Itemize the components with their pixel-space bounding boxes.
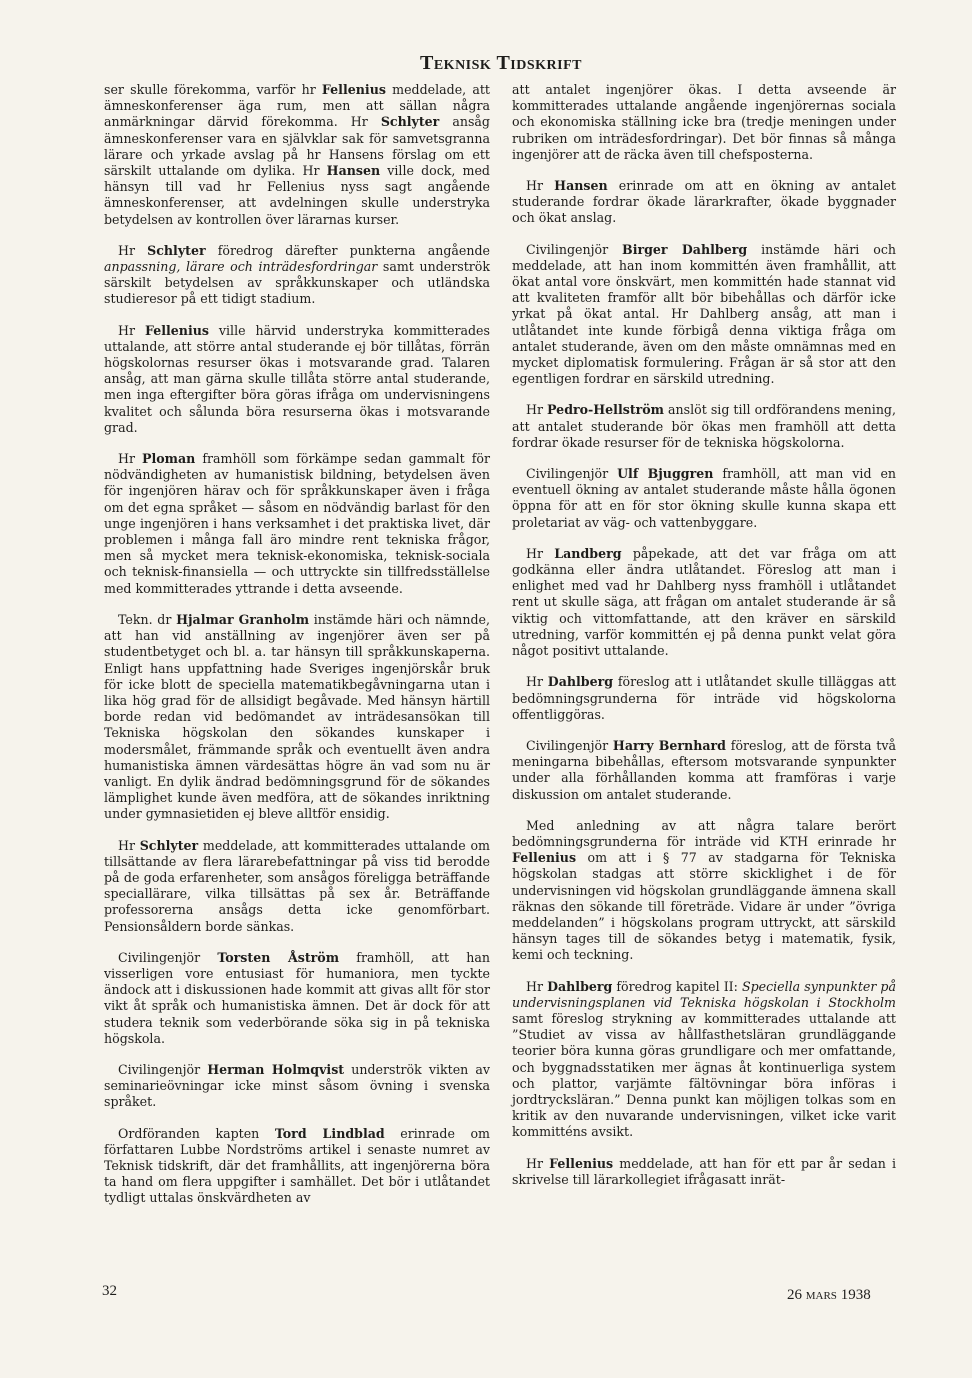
paragraph (512, 979, 896, 1141)
paragraph (104, 451, 490, 597)
text: Civilingenjör (526, 241, 623, 257)
text: meddelade, att han för ett par år sedan i skrivelse till lärarkollegiet ifrågasatt inrät- (512, 1155, 896, 1187)
text: föredrog kapitel II: (612, 978, 742, 994)
paragraph (512, 1156, 896, 1188)
speaker-name: Hansen (326, 163, 381, 179)
speaker-name: Dahlberg (547, 674, 614, 690)
date-year: 1938 (840, 1287, 871, 1303)
issue-date (787, 1287, 871, 1304)
speaker-name: Schlyter (147, 242, 206, 258)
text: meddelade, att ämneskonferenser äga rum, men att sällan några anmärkningar därvid förekomma. Hr (104, 82, 490, 130)
paragraph (512, 466, 896, 531)
text: ansåg ämneskonferenser vara en självklar sak för samvetsgranna lärare och yrkade avslag på hr Hansens förslag om ett särskilt uttalande om dylika. Hr (104, 114, 490, 179)
text: Hr (526, 978, 548, 994)
text: Hr (118, 322, 145, 338)
speaker-name: Landberg (554, 545, 622, 561)
page-number: 32 (102, 1283, 117, 1299)
paragraph (512, 818, 896, 964)
text: framhöll, att han visserligen vore entusiast för humaniora, men tyckte ändock att i diskussionen hade kommit att givas allt för stor vikt åt språk och humanistiska ämnen. Det är dock för att studera teknik som vederbörande söka sig in på tekniska högskola. (104, 949, 490, 1046)
text: Tekn. dr (118, 611, 177, 627)
speaker-name: Hjalmar Granholm (176, 611, 310, 627)
text: Hr (118, 837, 140, 853)
paragraph (104, 1062, 490, 1111)
text: anslöt sig till ordförandens mening, att antalet studerande bör ökas men framhöll att detta fordrar ökade resurser för de tekniska högskolorna. (512, 402, 896, 450)
text: samt föreslog strykning av kommitterades uttalande att ”Studiet av vissa av hållfasthetsläran grundläggande teorier böra kunna göras grundligare och mer omfattande, och byggnadsstatiken mer ägnas åt kontinuerliga system och plattor, varjämte fältövningar böra införas i jordtrycksläran.” Denna punkt kan möjligen tolkas som en kritik av den nuvarande undervisningen, vilket icke varit kommitténs avsikt. (512, 1010, 896, 1140)
text: föreslog att i utlåtandet skulle tilläggas att bedömningsgrunderna för inträde vid högskolorna offentliggöras. (512, 674, 896, 722)
speaker-name: Fellenius (321, 82, 386, 97)
text: om att i § 77 av stadgarna för Tekniska högskolan stadgas att större skicklighet i de för undervisningen vid högskolan grundläggande ämnena skall räknas den sökande till företräde. Vidare är under ”övriga meddelanden” i högskolans program uttryckt, att särskild hänsyn tages till de sökandes betyg i matematik, fysik, kemi och teckning. (512, 850, 896, 963)
text: Hr (118, 451, 143, 467)
date-month: mars (805, 1287, 837, 1303)
speaker-name: Ulf Bjuggren (617, 466, 714, 482)
speaker-name: Herman Holmqvist (207, 1061, 345, 1077)
text: erinrade om att en ökning av antalet studerande fordrar ökade lärarkrafter, ökade byggnader och ökat anslag. (512, 178, 896, 226)
text: Hr (118, 242, 148, 258)
text: Hr (526, 178, 555, 194)
speaker-name: Ploman (142, 451, 196, 467)
text: ser skulle förekomma, varför hr (104, 82, 322, 97)
text: Hr (526, 1155, 550, 1171)
text: instämde häri och meddelade, att han inom kommittén även framhållit, att ökat antal vore önskvärt, men kommittén hade stannat vid att kvaliteten framför allt bör bibehållas och därför icke yrkat på ökat antal. Hr Dahlberg ansåg, att man i utlåtandet inte kunde förbigå denna viktiga fråga om antalet studerande, även om den måste omnämnas med en mycket diplomatisk formulering. Frågan är så stor att den egentligen fordrar en särskild utredning. (512, 241, 897, 387)
speaker-name: Fellenius (144, 322, 209, 338)
speaker-name: Tord Lindblad (274, 1125, 385, 1141)
text: Hr (526, 674, 548, 690)
text: framhöll som förkämpe sedan gammalt för nödvändigheten av humanistisk bildning, betydelsen även för ingenjören härav och för språkkunskaper även i fråga om det egna språket — såsom en nödvändig barlast för den unge ingenjören i hans verksamhet i det praktiska livet, där problemen i många fall äro mindre rent tekniska frågor, men så mycket mera teknisk-ekonomiska, teknisk-sociala och teknisk-finansiella — och uttryckte sin tillfredsställelse med kommitterades yttrande i detta avseende. (104, 451, 490, 596)
text: samt underströk särskilt betydelsen av språkkunskaper och utländska studieresor på ett tidigt stadium. (104, 259, 490, 307)
paragraph (104, 323, 490, 436)
text: Hr (526, 402, 548, 418)
paragraph (512, 178, 896, 227)
left-column (104, 82, 490, 1222)
text: erinrade om författaren Lubbe Nordströms artikel i senaste numret av Teknisk tidskrift, där det framhållits, att ingenjörerna böra ta hand om flera uppgifter i samhället. Det bör i utlåtandet tydligt uttalas önskvärdheten av (104, 1125, 491, 1206)
text: ville härvid understryka kommitterades uttalande, att större antal studerande ej bör tillåtas, förrän högskolornas resurser ökas i motsvarande grad. Talaren ansåg, att man gärna skulle tillåta större antal studerande, men inga eftergifter böra göras ifråga om undervisningens kvalitet och sålunda böra resurserna ökas i motsvarande grad. (104, 322, 490, 435)
speaker-name: Hansen (554, 178, 608, 194)
text: Civilingenjör (118, 1061, 208, 1077)
text: Hr (526, 545, 555, 561)
speaker-name: Schlyter (380, 114, 440, 130)
text: Civilingenjör (526, 466, 618, 482)
text: meddelade, att kommitterades uttalande om tillsättande av flera lärarebefattningar på viss tid berodde på de goda erfarenheter, som ansågos föreligga beträffande speciallärare, vilka tillsättas på sex år. Beträffande professorerna ansågs detta icke genomförbart. Pensionsåldern borde sänkas. (104, 837, 490, 934)
text: Med anledning av att några talare berört bedömningsgrunderna för inträde vid KTH erinrade hr (512, 817, 896, 849)
text: framhöll, att man vid en eventuell ökning av antalet studerande måste hålla ögonen öppna för att en för stor ökning skulle kunna skapa ett proletariat av väg- och vattenbyggare. (512, 466, 897, 530)
text: instämde häri och nämnde, att han vid anställning av ingenjörer även ser på studentbetyget och bl. a. tar hänsyn till språkkunskaperna. Enligt hans uppfattning hade Sveriges ingenjörskår bruk för icke blott de speciella matematikbegåvningarna utan i lika hög grad för de allsidigt begåvade. Med hänsyn härtill borde redan vid bedömandet av inträdesansökan till Tekniska högskolan den sökandes kunskaper i modersmålet, främmande språk och eventuellt även andra humanistiska ämnen värdesättas högre än vad som nu är vanligt. En dylik ändrad bedömningsgrund för de sökandes lämplighet kunde även medföra, att de sökandes inriktning under gymnasietiden ej bleve alltför ensidig. (104, 611, 491, 822)
speaker-name: Pedro-Hellström (547, 402, 665, 418)
paragraph (512, 402, 896, 451)
text: Civilingenjör (526, 737, 613, 753)
text: föredrog därefter punkterna angående (205, 242, 491, 258)
italic-phrase: anpassning, lärare och inträdesfordringar (104, 259, 378, 275)
text: att antalet ingenjörer ökas. I detta avseende är kommitterades uttalande angående ingenjörernas sociala och ekonomiska ställning icke bra (tredje meningen under rubriken om inträdesfordringar). Det bör finnas så många ingenjörer att de räcka även till chefsposterna. (512, 82, 896, 162)
text: Civilingenjör (118, 949, 218, 965)
paragraph (512, 674, 896, 723)
text: underströk vikten av seminarieövningar icke minst såsom övning i svenska språket. (104, 1061, 490, 1110)
right-column (512, 82, 896, 1203)
speaker-name: Fellenius (549, 1155, 614, 1171)
journal-header: Teknisk Tidskrift (420, 52, 582, 74)
speaker-name: Torsten Åström (217, 949, 340, 965)
paragraph (104, 82, 490, 228)
paragraph (512, 82, 896, 163)
paragraph (104, 838, 490, 935)
paragraph (104, 612, 490, 823)
speaker-name: Birger Dahlberg (622, 241, 748, 257)
paragraph (512, 242, 896, 388)
text: föreslog, att de första två meningarna bibehållas, eftersom motsvarande synpunkter under alla förhållanden komma att framföras i varje diskussion om antalet studerande. (512, 737, 896, 802)
date-day: 26 (787, 1287, 802, 1303)
paragraph (104, 1126, 490, 1207)
paragraph (104, 243, 490, 308)
speaker-name: Harry Bernhard (612, 737, 726, 753)
text: påpekade, att det var fråga om att godkänna eller ändra utlåtandet. Föreslog att man i enlighet med vad hr Dahlberg nyss framhöll i utlåtandet rent ut skulle säga, att frågan om antalet studerande är så viktig och vittomfattande, att den kräver en särskild utredning, varför kommittén ej på denna punkt velat göra något positivt uttalande. (512, 545, 897, 659)
speaker-name: Fellenius (512, 850, 577, 866)
paragraph (512, 546, 896, 659)
italic-phrase: Speciella synpunkter på undervisningsplanen vid Tekniska högskolan i Stockholm (512, 978, 896, 1010)
text: Ordföranden kapten (118, 1125, 275, 1141)
paragraph (512, 738, 896, 803)
speaker-name: Schlyter (139, 837, 199, 853)
text: ville dock, med hänsyn till vad hr Fellenius nyss sagt angående ämneskonferenser, att avdelningen skulle understryka betydelsen av kontrollen över lärarnas kurser. (104, 163, 490, 227)
paragraph (104, 950, 490, 1047)
speaker-name: Dahlberg (547, 978, 613, 994)
